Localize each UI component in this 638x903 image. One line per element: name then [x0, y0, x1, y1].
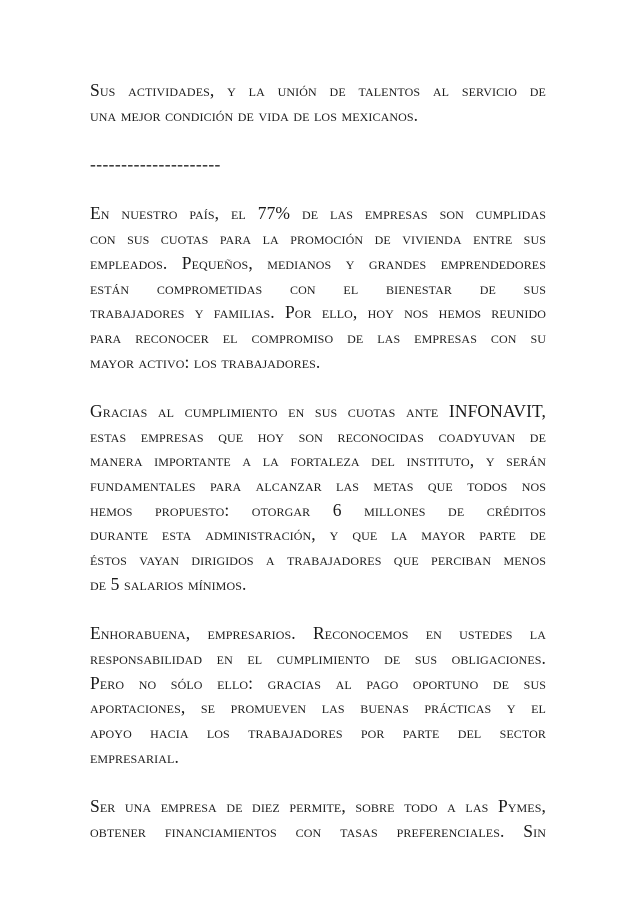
paragraph-congratulations — [90, 621, 546, 769]
text-line: apoyo hacia los trabajadores por parte del sector — [90, 721, 546, 742]
text-line: fundamentales para alcanzar las metas que todos nos — [90, 475, 546, 495]
section-separator — [90, 152, 546, 177]
text-line: hemos propuesto: otorgar 6 millones de créditos — [90, 499, 546, 520]
text-line: durante esta administración, y que la mayor parte de — [90, 524, 546, 545]
paragraph-continuation — [90, 78, 546, 127]
text-line: manera importante a la fortaleza del instituto, y serán — [90, 450, 546, 471]
text-line: Enhorabuena, empresarios. Reconocemos en ustedes la — [90, 623, 546, 644]
text-line: Gracias al cumplimiento en sus cuotas ante INFONAVIT, — [90, 400, 546, 421]
paragraph-infonavit — [90, 399, 546, 597]
text-line: de 5 salarios mínimos. — [90, 573, 247, 594]
text-line: mayor activo: los trabajadores. — [90, 351, 321, 372]
separator-line: --------------------- — [90, 154, 221, 175]
text-line: trabajadores y familias. Por ello, hoy nos hemos reunido — [90, 302, 546, 323]
text-line: Sus actividades, y la unión de talentos al servicio de — [90, 80, 546, 100]
text-line: empresarial. — [90, 746, 179, 767]
paragraph-companies-compliance — [90, 201, 546, 374]
text-line: Ser una empresa de diez permite, sobre todo a las Pymes, — [90, 795, 546, 816]
text-line: con sus cuotas para la promoción de vivienda entre sus — [90, 228, 546, 249]
document-page — [90, 78, 546, 868]
text-line: empleados. Pequeños, medianos y grandes emprendedores — [90, 252, 546, 273]
text-line: estas empresas que hoy son reconocidas coadyuvan de — [90, 425, 546, 446]
text-line: una mejor condición de vida de los mexicanos. — [90, 104, 419, 125]
text-line: están comprometidas con el bienestar de sus — [90, 277, 546, 298]
text-line: En nuestro país, el 77% de las empresas son cumplidas — [90, 203, 546, 224]
text-line: obtener financiamientos con tasas preferenciales. Sin — [90, 820, 546, 841]
text-line: aportaciones, se promueven las buenas prácticas y el — [90, 697, 546, 718]
text-line: Pero no sólo ello: gracias al pago oportuno de sus — [90, 672, 546, 693]
paragraph-pymes — [90, 794, 546, 843]
text-line: responsabilidad en el cumplimiento de sus obligaciones. — [90, 647, 546, 668]
text-line: éstos vayan dirigidos a trabajadores que perciban menos — [90, 549, 546, 570]
text-line: para reconocer el compromiso de las empresas con su — [90, 326, 546, 347]
